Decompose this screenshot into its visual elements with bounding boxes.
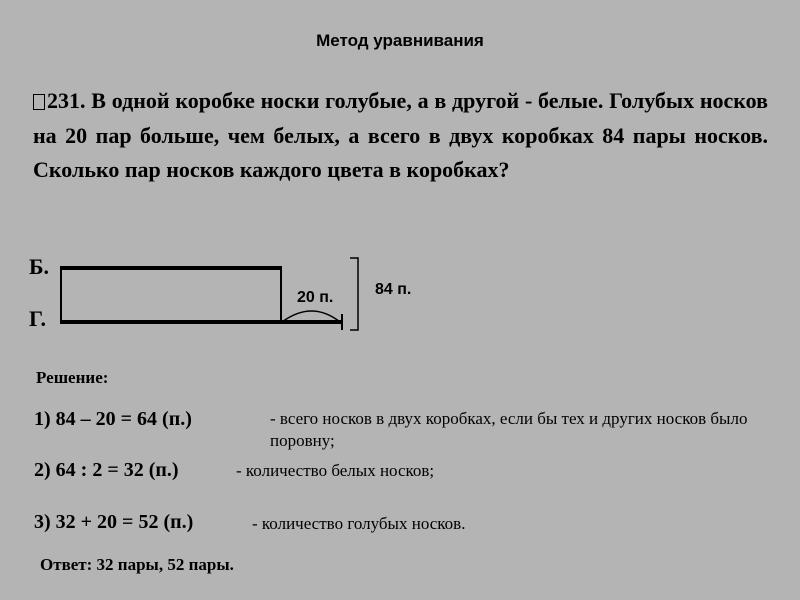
step-3-expression: 3) 32 + 20 = 52 (п.) bbox=[34, 511, 194, 533]
step-1-expression: 1) 84 – 20 = 64 (п.) bbox=[34, 408, 192, 430]
difference-label: 20 п. bbox=[297, 289, 334, 306]
total-brace bbox=[350, 258, 358, 330]
problem-text: В одной коробке носки голубые, а в другой - белые. Голубых носков на 20 пар больше, чем белых, а всего в двух коробках 84 пары носков. Сколько пар носков каждого цвета в коробках? bbox=[33, 88, 769, 182]
solution-heading: Решение: bbox=[36, 368, 109, 387]
answer: Ответ: 32 пары, 52 пары. bbox=[40, 555, 234, 574]
problem-number: 231. bbox=[47, 88, 86, 113]
label-blue: Г. bbox=[29, 306, 47, 331]
total-label: 84 п. bbox=[375, 281, 412, 298]
page-title: Метод уравнивания bbox=[316, 31, 484, 50]
step-3-note: - количество голубых носков. bbox=[252, 514, 466, 533]
label-white: Б. bbox=[29, 254, 50, 279]
step-1-note: - всего носков в двух коробках, если бы тех и других носков было поровну; bbox=[270, 409, 748, 450]
step-2-note: - количество белых носков; bbox=[236, 461, 435, 480]
step-2-expression: 2) 64 : 2 = 32 (п.) bbox=[34, 459, 179, 481]
